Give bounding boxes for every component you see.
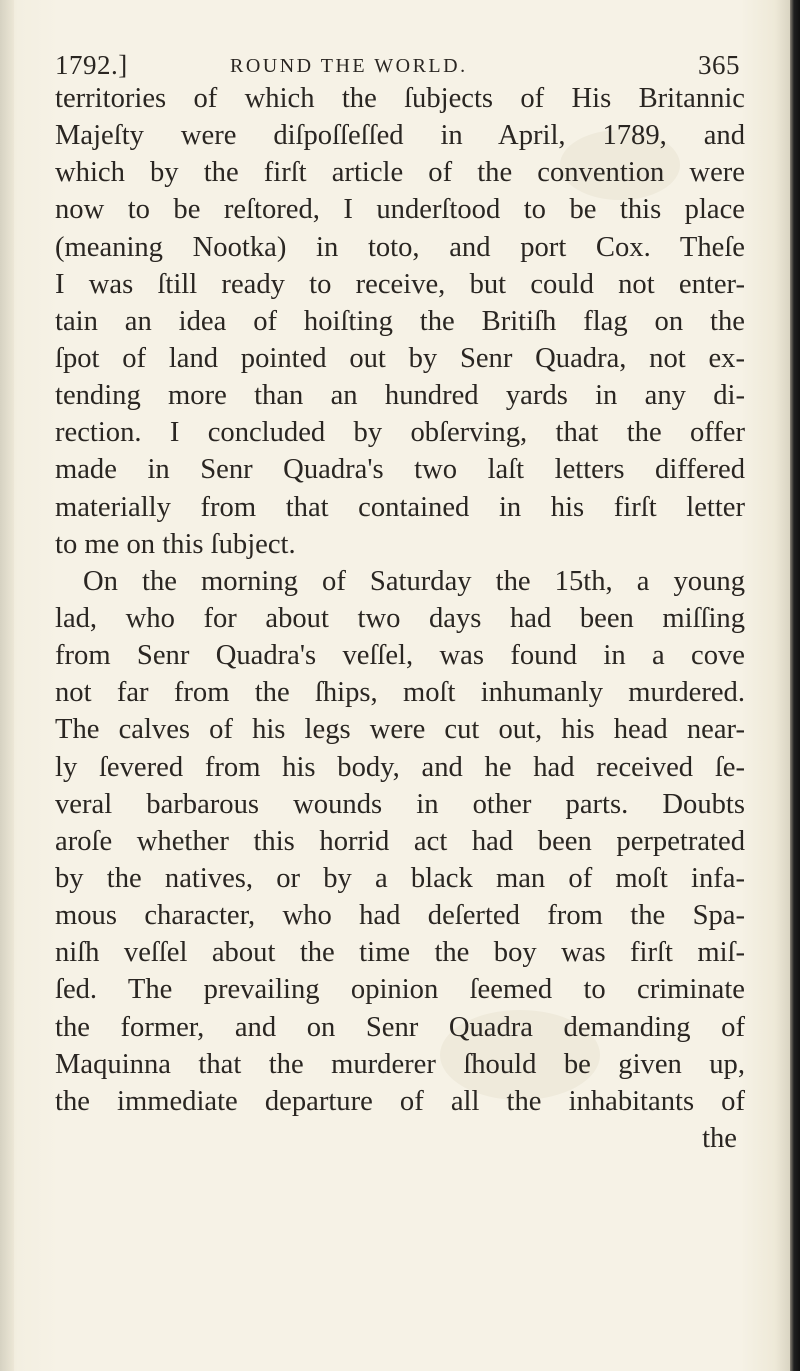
header-title: ROUND THE WORLD. <box>230 55 468 77</box>
header-year: 1792.] <box>55 50 128 80</box>
text-line: the former, and on Senr Quadra demanding of <box>55 1011 745 1043</box>
text-line: Maquinna that the murderer ſhould be given up, <box>55 1048 745 1080</box>
text-line: materially from that contained in his firſt letter <box>55 491 745 523</box>
page-left-edge <box>0 0 14 1371</box>
page-right-edge <box>790 0 800 1371</box>
text-line: tain an idea of hoiſting the Britiſh flag on the <box>55 305 745 337</box>
text-line: not far from the ſhips, moſt inhumanly murdered. <box>55 677 745 709</box>
text-line: veral barbarous wounds in other parts. Doubts <box>55 788 745 820</box>
text-line: Majeſty were diſpoſſeſſed in April, 1789, and <box>55 120 745 152</box>
text-line: I was ſtill ready to receive, but could not enter- <box>55 268 745 300</box>
body-text <box>55 80 745 1157</box>
text-line: territories of which the ſubjects of His Britannic <box>55 83 745 114</box>
text-line: rection. I concluded by obſerving, that the offer <box>55 417 745 449</box>
text-line: the immediate departure of all the inhabitants of <box>55 1085 745 1117</box>
text-line: ſpot of land pointed out by Senr Quadra, not ex- <box>55 342 745 374</box>
text-line: ly ſevered from his body, and he had received ſe- <box>55 751 745 783</box>
text-line: by the natives, or by a black man of moſt infa- <box>55 862 745 894</box>
text-line: mous character, who had deſerted from the Spa- <box>55 900 745 932</box>
text-line: lad, who for about two days had been miſſing <box>55 602 745 634</box>
text-line: from Senr Quadra's veſſel, was found in a cove <box>55 640 745 672</box>
text-line: (meaning Nootka) in toto, and port Cox. Theſe <box>55 231 745 263</box>
text-line: to me on this ſubject. <box>55 528 296 560</box>
text-line: niſh veſſel about the time the boy was firſt miſ- <box>55 937 745 969</box>
text-line: which by the firſt article of the convention were <box>55 157 745 189</box>
text-line: aroſe whether this horrid act had been perpetrated <box>55 825 745 857</box>
text-line: now to be reſtored, I underſtood to be this place <box>55 194 745 226</box>
text-line: made in Senr Quadra's two laſt letters differed <box>55 454 745 486</box>
text-line: the <box>702 1122 737 1154</box>
text-line: ſed. The prevailing opinion ſeemed to criminate <box>55 974 745 1006</box>
text-line: The calves of his legs were cut out, his head near- <box>55 714 745 746</box>
text-line: On the morning of Saturday the 15th, a young <box>83 565 745 597</box>
text-line: tending more than an hundred yards in any di- <box>55 380 745 412</box>
page-number: 365 <box>698 50 740 80</box>
